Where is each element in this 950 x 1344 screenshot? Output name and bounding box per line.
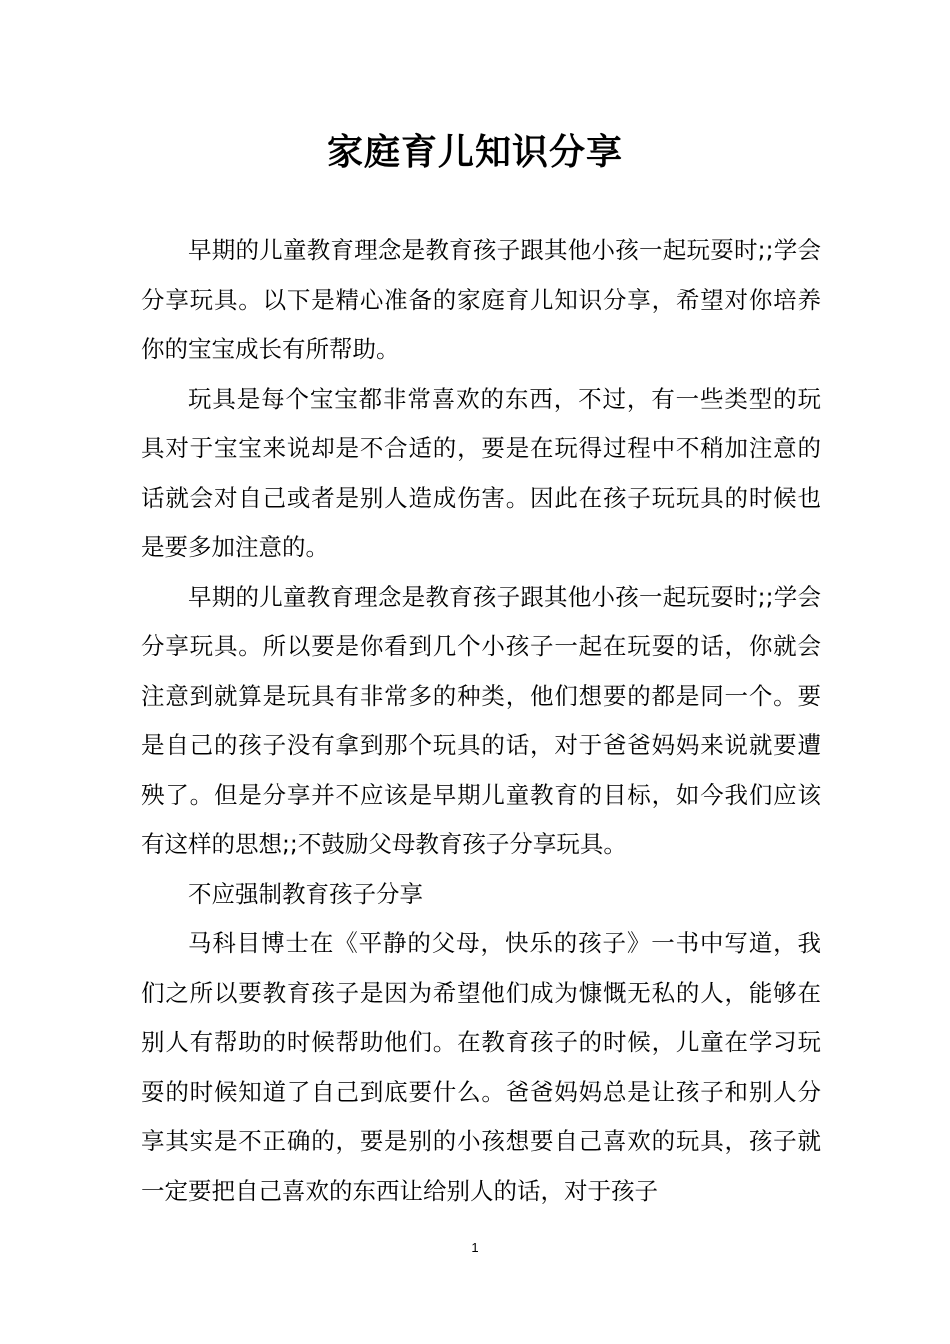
section-heading: 不应强制教育孩子分享 (188, 879, 423, 908)
paragraph-book-quote: 马科目博士在《平静的父母，快乐的孩子》一书中写道，我们之所以要教育孩子是因为希望他们成为慷慨无私的人，能够在别人有帮助的时候帮助他们。在教育孩子的时候，儿童在学习玩耍的时候知道了自己到底要什么。爸爸妈妈总是让孩子和别人分享其实是不正确的，要是别的小孩想要自己喜欢的玩具，孩子就一定要把自己喜欢的东西让给别人的话，对于孩子 (141, 929, 821, 1205)
paragraph-intro: 早期的儿童教育理念是教育孩子跟其他小孩一起玩耍时;;学会分享玩具。以下是精心准备的家庭育儿知识分享，希望对你培养你的宝宝成长有所帮助。 (141, 236, 821, 363)
document-title: 家庭育儿知识分享 (326, 132, 623, 174)
paragraph-sharing-concept: 早期的儿童教育理念是教育孩子跟其他小孩一起玩耍时;;学会分享玩具。所以要是你看到几个小孩子一起在玩耍的话，你就会注意到就算是玩具有非常多的种类，他们想要的都是同一个。要是自己的孩子没有拿到那个玩具的话，对于爸爸妈妈来说就要遭殃了。但是分享并不应该是早期儿童教育的目标，如今我们应该有这样的思想;;不鼓励父母教育孩子分享玩具。 (141, 582, 821, 858)
paragraph-toys-safety: 玩具是每个宝宝都非常喜欢的东西，不过，有一些类型的玩具对于宝宝来说却是不合适的，要是在玩得过程中不稍加注意的话就会对自己或者是别人造成伤害。因此在孩子玩玩具的时候也是要多加注意的。 (141, 384, 821, 561)
document-body (141, 226, 821, 1216)
page-number: 1 (471, 1240, 479, 1255)
